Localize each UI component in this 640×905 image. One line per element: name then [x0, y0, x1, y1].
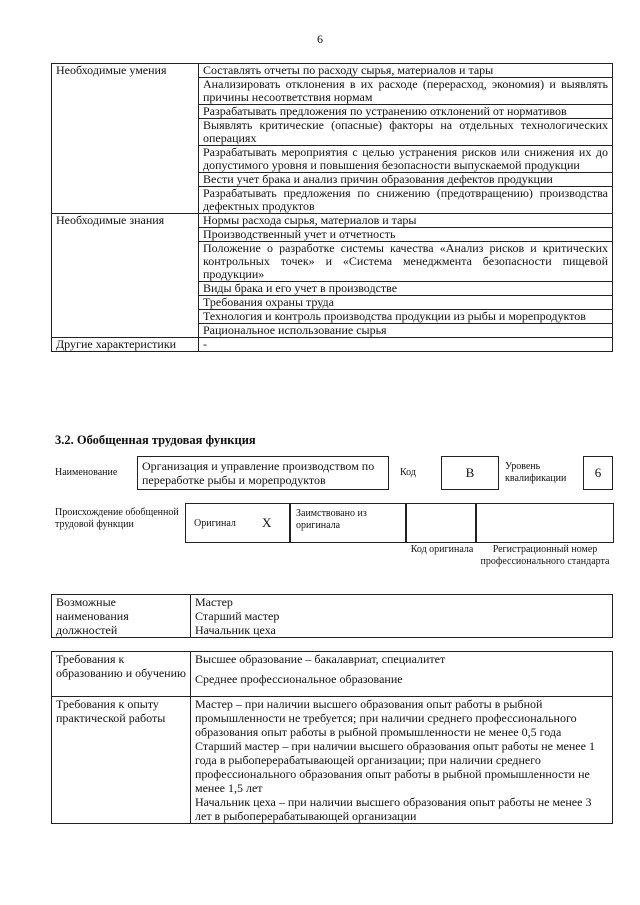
other-item: - [199, 338, 613, 352]
experience-cell [191, 697, 613, 824]
code-label: Код [400, 467, 416, 478]
experience-line: Мастер – при наличии высшего образования опыт работы в рыбной промышленности не требуется; при наличии среднего профессионального образования опыт работы в рыбной промышленности не менее 0,5 года [195, 697, 577, 739]
knowledge-item: Виды брака и его учет в производстве [199, 282, 613, 296]
positions-table [51, 594, 613, 638]
knowledge-item: Требования охраны труда [199, 296, 613, 310]
knowledge-item: Производственный учет и отчетность [199, 228, 613, 242]
name-label: Наименование [55, 467, 118, 478]
level-value: 6 [583, 456, 613, 490]
knowledge-item: Положение о разработке системы качества «Анализ рисков и критических контрольных точек» и «Система менеджмента безопасности пищевой продукции» [199, 242, 613, 282]
skills-label: Необходимые умения [52, 64, 199, 214]
original-cell [185, 503, 291, 543]
name-value: Организация и управление производством по переработке рыбы и морепродуктов [142, 459, 375, 487]
skill-item: Вести учет брака и анализ причин образования дефектов продукции [199, 173, 613, 187]
positions-label: Возможные наименования должностей [52, 595, 191, 638]
other-label: Другие характеристики [52, 338, 199, 352]
skill-item: Разрабатывать мероприятия с целью устранения рисков или снижения их до допустимого уровня и повышения безопасности выпускаемой продукции [199, 146, 613, 173]
experience-line: Старший мастер – при наличии высшего образования опыт работы не менее 1 года в рыбоперерабатывающей организации; при наличии среднего профессионального образования опыт работы в рыбной промышленности не менее 1,5 лет [195, 739, 595, 795]
skill-item: Разрабатывать предложения по устранению отклонений от нормативов [199, 105, 613, 119]
level-label: Уровень квалификации [505, 461, 567, 484]
position-item: Начальник цеха [195, 623, 276, 637]
skill-item: Выявлять критические (опасные) факторы на отдельных технологических операциях [199, 119, 613, 146]
knowledge-item: Нормы расхода сырья, материалов и тары [199, 214, 613, 228]
skill-item: Анализировать отклонения в их расходе (перерасход, экономия) и выявлять причины несоответствия нормам [199, 78, 613, 105]
reg-number-label: Регистрационный номер профессионального стандарта [480, 544, 610, 567]
knowledge-label: Необходимые знания [52, 214, 199, 338]
position-item: Мастер [195, 595, 233, 609]
experience-line: Начальник цеха – при наличии высшего образования опыт работы не менее 3 лет в рыбоперерабатывающей организации [195, 795, 592, 823]
origin-label: Происхождение обобщенной трудовой функции [55, 507, 179, 530]
original-mark: X [262, 515, 272, 530]
knowledge-item: Технология и контроль производства продукции из рыбы и морепродуктов [199, 310, 613, 324]
position-item: Старший мастер [195, 609, 280, 623]
education-line: Среднее профессиональное образование [195, 672, 403, 686]
requirements-table [51, 651, 613, 824]
education-cell [191, 652, 613, 697]
original-label: Оригинал [194, 518, 236, 529]
page-number: 6 [317, 32, 323, 46]
positions-cell [191, 595, 613, 638]
reg-number-cell [475, 503, 614, 543]
skill-item: Разрабатывать предложения по снижению (предотвращению) производства дефектных продуктов [199, 187, 613, 214]
section-title: 3.2. Обобщенная трудовая функция [55, 433, 256, 447]
code-original-label: Код оригинала [410, 544, 474, 555]
competencies-table [51, 63, 613, 352]
code-original-cell [405, 503, 477, 543]
borrowed-label: Заимствовано из оригинала [296, 508, 367, 531]
experience-label: Требования к опыту практической работы [52, 697, 191, 824]
education-label: Требования к образованию и обучению [52, 652, 191, 697]
name-box [137, 456, 389, 490]
borrowed-cell [289, 503, 407, 543]
skill-item: Составлять отчеты по расходу сырья, материалов и тары [199, 64, 613, 78]
code-value: B [441, 456, 499, 490]
knowledge-item: Рациональное использование сырья [199, 324, 613, 338]
education-line: Высшее образование – бакалавриат, специалитет [195, 652, 446, 666]
